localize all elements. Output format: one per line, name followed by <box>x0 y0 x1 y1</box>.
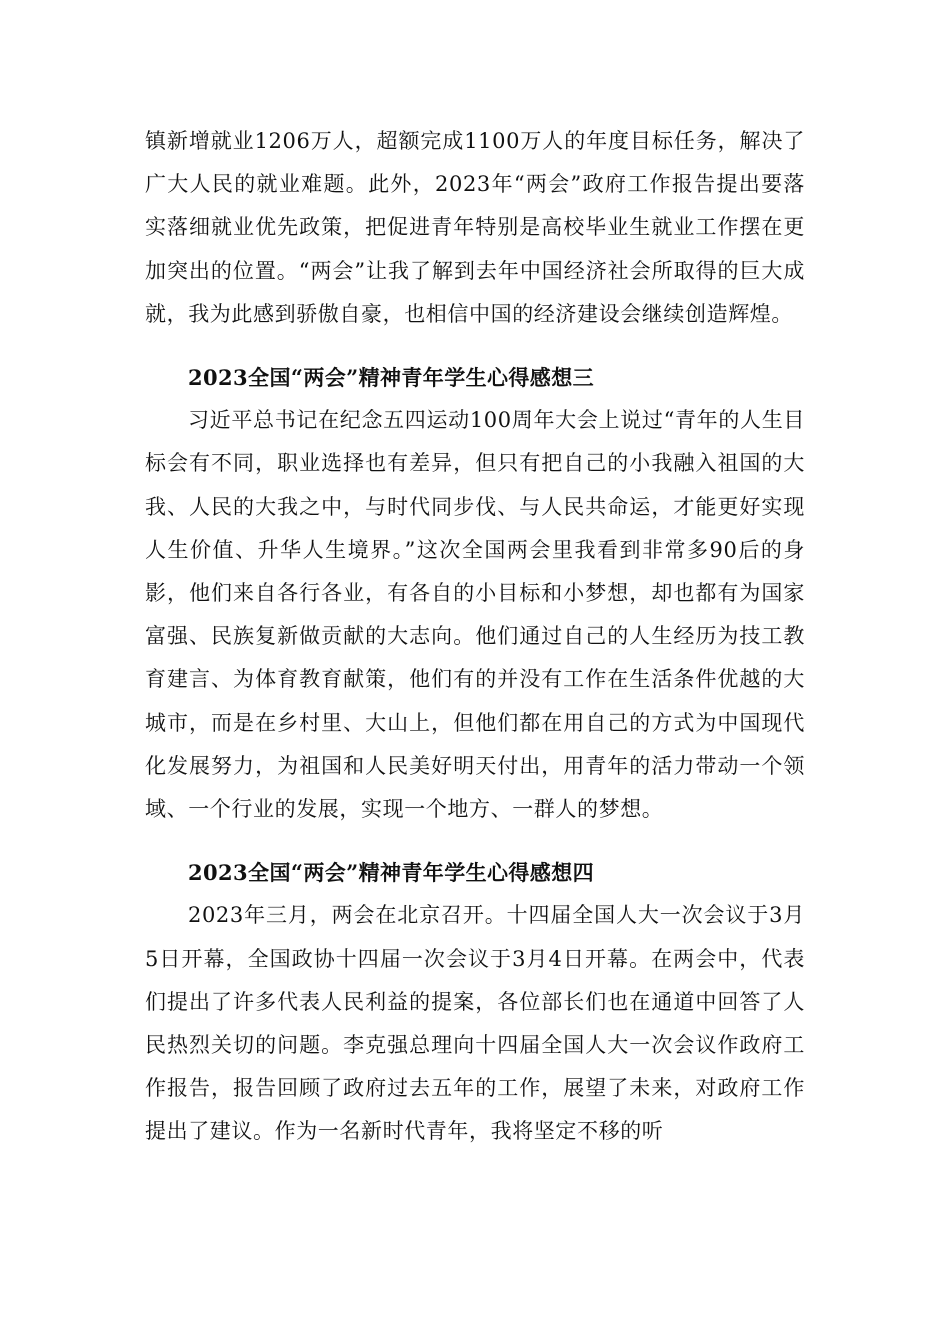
section-gap <box>145 336 805 356</box>
section-gap <box>145 831 805 851</box>
section-heading-three: 2023全国“两会”精神青年学生心得感想三 <box>188 365 595 391</box>
paragraph-employment: 镇新增就业1206万人，超额完成1100万人的年度目标任务，解决了广大人民的就业难题。此外，2023年“两会”政府工作报告提出要落实落细就业优先政策，把促进青年特别是高校毕业生就业工作摆在更加突出的位置。“两会”让我了解到去年中国经济社会所取得的巨大成就，我为此感到骄傲自豪，也相信中国的经济建设会继续创造辉煌。 <box>145 129 805 326</box>
paragraph-two-sessions: 2023年三月，两会在北京召开。十四届全国人大一次会议于3月5日开幕，全国政协十四届一次会议于3月4日开幕。在两会中，代表们提出了许多代表人民利益的提案，各位部长们也在通道中回答了人民热烈关切的问题。李克强总理向十四届全国人大一次会议作政府工作报告，报告回顾了政府过去五年的工作，展望了未来，对政府工作提出了建议。作为一名新时代青年，我将坚定不移的听 <box>145 903 805 1144</box>
document-page <box>145 120 805 1154</box>
section-heading-four: 2023全国“两会”精神青年学生心得感想四 <box>188 860 595 886</box>
paragraph-youth-goals: 习近平总书记在纪念五四运动100周年大会上说过“青年的人生目标会有不同，职业选择也有差异，但只有把自己的小我融入祖国的大我、人民的大我之中，与时代同步伐、与人民共命运，才能更好实现人生价值、升华人生境界。”这次全国两会里我看到非常多90后的身影，他们来自各行各业，有各自的小目标和小梦想，却也都有为国家富强、民族复新做贡献的大志向。他们通过自己的人生经历为技工教育建言、为体育教育献策，他们有的并没有工作在生活条件优越的大城市，而是在乡村里、大山上，但他们都在用自己的方式为中国现代化发展努力，为祖国和人民美好明天付出，用青年的活力带动一个领域、一个行业的发展，实现一个地方、一群人的梦想。 <box>145 408 805 822</box>
